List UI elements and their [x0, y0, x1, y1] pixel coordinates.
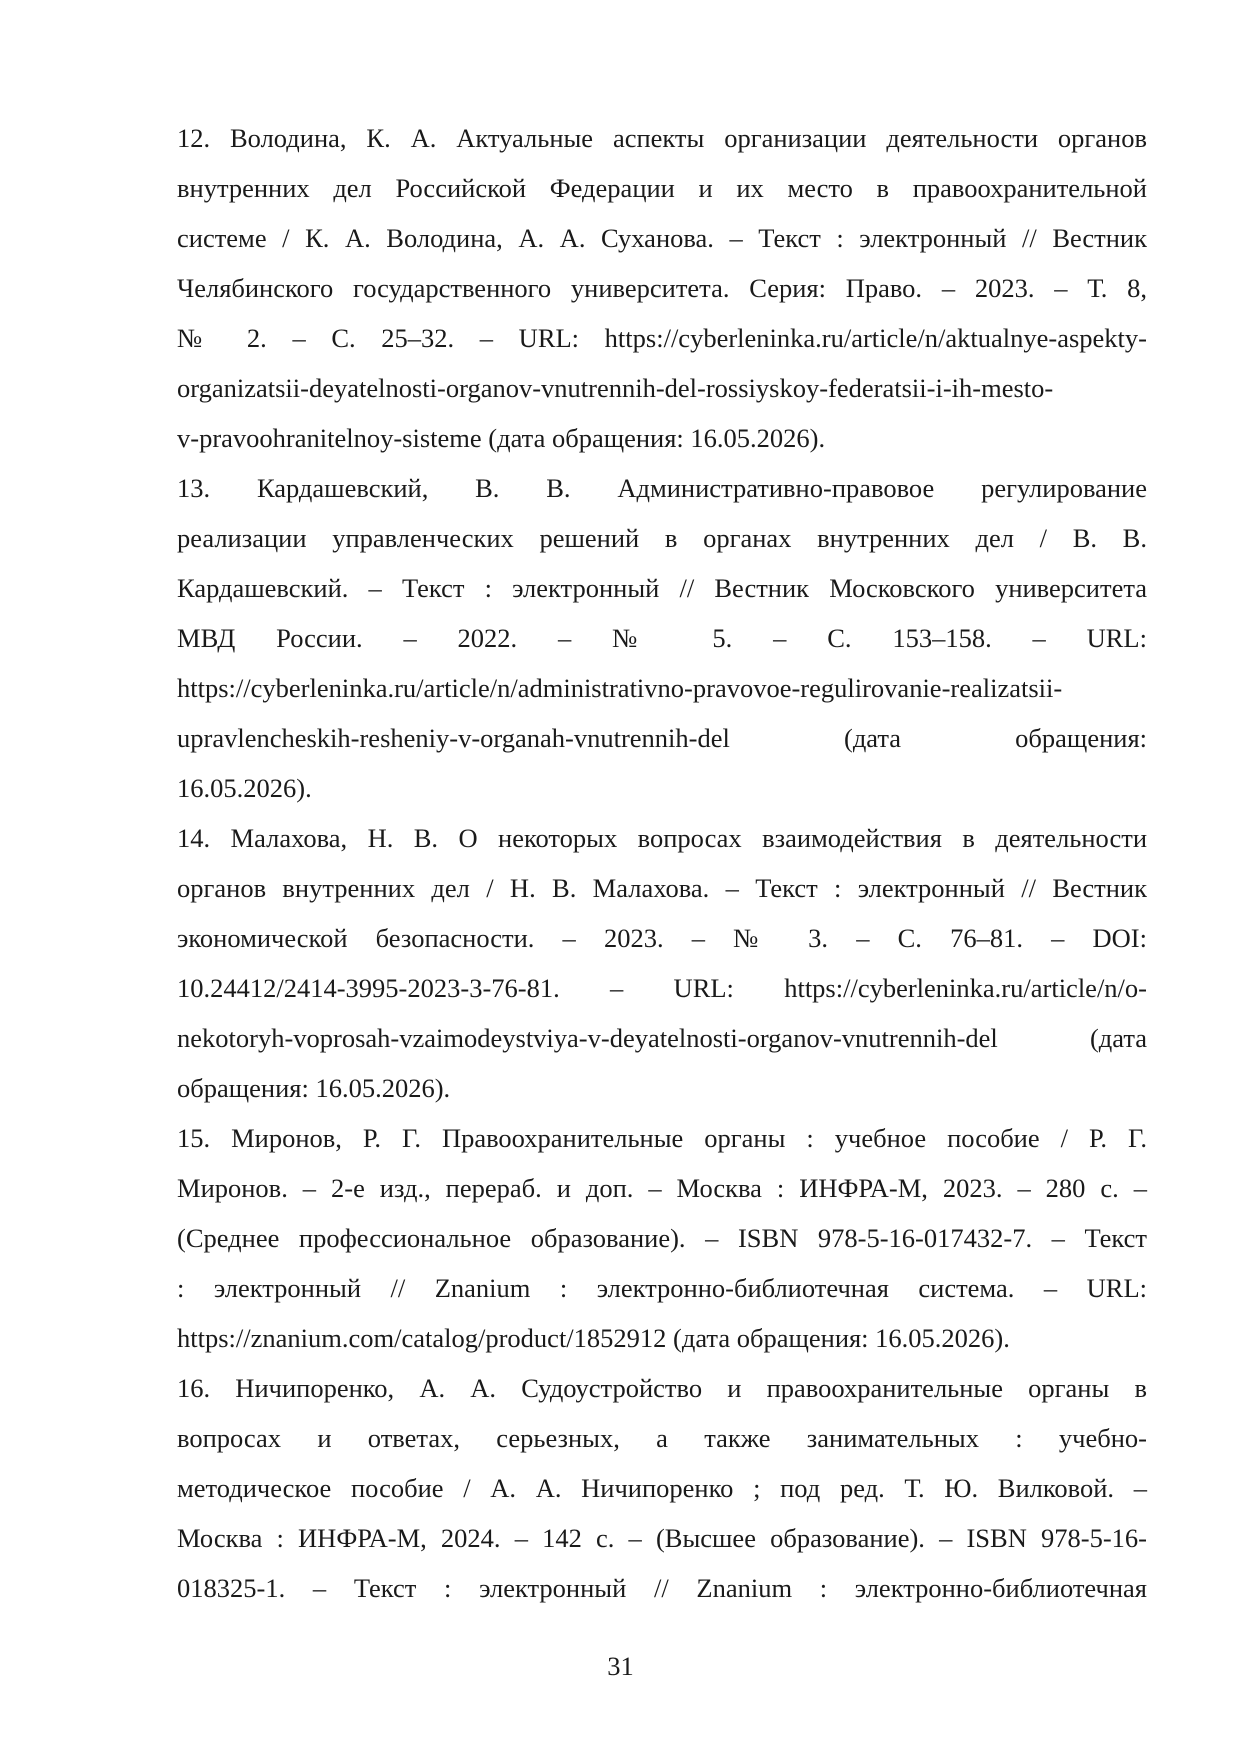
reference-line: 10.24412/2414-3995-2023-3-76-81. – URL: https://cyberleninka.ru/article/n/o- — [177, 973, 1147, 1003]
reference-line: экономической безопасности. – 2023. – № 3. – С. 76–81. – DOI: — [177, 923, 1147, 953]
reference-line: 16. Ничипоренко, А. А. Судоустройство и правоохранительные органы в — [177, 1373, 1147, 1403]
reference-line: 15. Миронов, Р. Г. Правоохранительные органы : учебное пособие / Р. Г. — [177, 1123, 1147, 1153]
reference-line: 12. Володина, К. А. Актуальные аспекты организации деятельности органов — [177, 123, 1147, 153]
reference-list — [177, 113, 1147, 1613]
reference-line: реализации управленческих решений в органах внутренних дел / В. В. — [177, 523, 1147, 553]
reference-line: : электронный // Znanium : электронно-библиотечная система. – URL: — [177, 1273, 1147, 1303]
reference-line: Челябинского государственного университета. Серия: Право. – 2023. – Т. 8, — [177, 273, 1147, 303]
reference-entry-14 — [177, 813, 1147, 1113]
reference-line: вопросах и ответах, серьезных, а также занимательных : учебно- — [177, 1423, 1147, 1453]
reference-line: системе / К. А. Володина, А. А. Суханова. – Текст : электронный // Вестник — [177, 223, 1147, 253]
page-number: 31 — [607, 1651, 634, 1681]
reference-entry-15 — [177, 1113, 1147, 1363]
reference-line: https://znanium.com/catalog/product/1852912 (дата обращения: 16.05.2026). — [177, 1323, 1010, 1353]
reference-line: методическое пособие / А. А. Ничипоренко ; под ред. Т. Ю. Вилковой. – — [177, 1473, 1147, 1503]
reference-line: https://cyberleninka.ru/article/n/administrativno-pravovoe-regulirovanie-realizatsii- — [177, 673, 1063, 703]
reference-entry-16 — [177, 1363, 1147, 1613]
reference-line: v-pravoohranitelnoy-sisteme (дата обращения: 16.05.2026). — [177, 423, 826, 453]
reference-line: обращения: 16.05.2026). — [177, 1073, 451, 1103]
reference-line: 018325-1. – Текст : электронный // Znanium : электронно-библиотечная — [177, 1573, 1147, 1603]
reference-line: 14. Малахова, Н. В. О некоторых вопросах взаимодействия в деятельности — [177, 823, 1147, 853]
reference-line: (Среднее профессиональное образование). – ISBN 978-5-16-017432-7. – Текст — [177, 1223, 1147, 1253]
reference-line: МВД России. – 2022. – № 5. – С. 153–158. – URL: — [177, 623, 1147, 653]
reference-line: Кардашевский. – Текст : электронный // Вестник Московского университета — [177, 573, 1147, 603]
reference-line: upravlencheskih-resheniy-v-organah-vnutrennih-del (дата обращения: — [177, 723, 1147, 753]
reference-line: органов внутренних дел / Н. В. Малахова. – Текст : электронный // Вестник — [177, 873, 1147, 903]
reference-line: внутренних дел Российской Федерации и их место в правоохранительной — [177, 173, 1147, 203]
reference-line: nekotoryh-voprosah-vzaimodeystviya-v-deyatelnosti-organov-vnutrennih-del (дата — [177, 1023, 1147, 1053]
reference-entry-12 — [177, 113, 1147, 463]
reference-line: Москва : ИНФРА-М, 2024. – 142 с. – (Высшее образование). – ISBN 978-5-16- — [177, 1523, 1147, 1553]
reference-line: № 2. – С. 25–32. – URL: https://cyberleninka.ru/article/n/aktualnye-aspekty- — [177, 323, 1147, 353]
reference-line: 16.05.2026). — [177, 773, 312, 803]
reference-line: organizatsii-deyatelnosti-organov-vnutrennih-del-rossiyskoy-federatsii-i-ih-mesto- — [177, 373, 1054, 403]
reference-entry-13 — [177, 463, 1147, 813]
reference-line: Миронов. – 2-е изд., перераб. и доп. – Москва : ИНФРА-М, 2023. – 280 с. – — [177, 1173, 1147, 1203]
reference-line: 13. Кардашевский, В. В. Административно-правовое регулирование — [177, 473, 1147, 503]
